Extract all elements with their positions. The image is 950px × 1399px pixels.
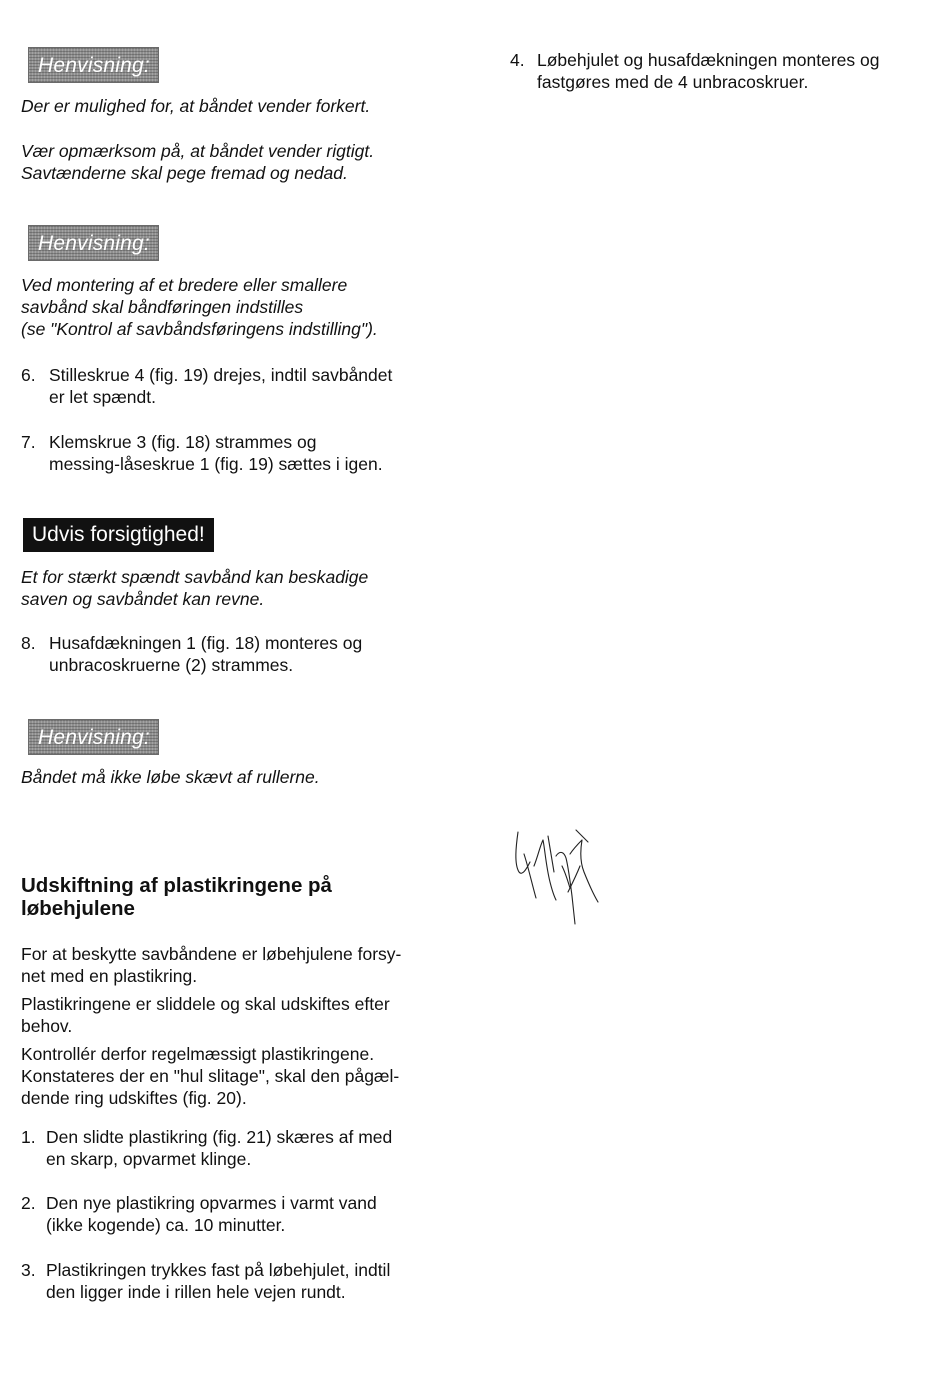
text-line: fastgøres med de 4 unbracoskruer. <box>537 72 809 92</box>
step-number: 1. <box>21 1127 36 1147</box>
warning-badge-label: Udvis forsigtighed! <box>32 523 205 546</box>
note-badge-label: Henvisning: <box>38 54 150 77</box>
text-line: Stilleskrue 4 (fig. 19) drejes, indtil savbåndet <box>49 365 393 385</box>
text-line: Løbehjulet og husafdækningen monteres og <box>537 50 880 70</box>
text-line: net med en plastikring. <box>21 966 198 986</box>
note-text-1b <box>21 140 461 184</box>
step-number: 3. <box>21 1260 36 1280</box>
text-line: Husafdækningen 1 (fig. 18) monteres og <box>49 633 363 653</box>
heading-line: løbehjulene <box>21 897 135 920</box>
text-line: Plastikringene er sliddele og skal udskiftes efter <box>21 994 390 1014</box>
text-line: Der er mulighed for, at båndet vender forkert. <box>21 96 371 116</box>
text-line: er let spændt. <box>49 387 156 407</box>
note-text-3 <box>21 766 461 788</box>
section-heading <box>21 874 332 920</box>
text-line: dende ring udskiftes (fig. 20). <box>21 1088 247 1108</box>
text-line: Et for stærkt spændt savbånd kan beskadige <box>21 567 369 587</box>
step-number: 7. <box>21 432 36 452</box>
text-line: den ligger inde i rillen hele vejen rundt. <box>46 1282 346 1302</box>
section-para-1 <box>21 943 481 987</box>
text-line: Savtænderne skal pege fremad og nedad. <box>21 163 348 183</box>
handwritten-signature <box>510 826 605 926</box>
text-line: unbracoskruerne (2) strammes. <box>49 655 294 675</box>
text-line: Plastikringen trykkes fast på løbehjulet, indtil <box>46 1260 391 1280</box>
text-line: Ved montering af et bredere eller smallere <box>21 275 348 295</box>
text-line: Den slidte plastikring (fig. 21) skæres af med <box>46 1127 393 1147</box>
text-line: (ikke kogende) ca. 10 minutter. <box>46 1215 286 1235</box>
section-para-3 <box>21 1043 481 1109</box>
text-line: Klemskrue 3 (fig. 18) strammes og <box>49 432 317 452</box>
text-line: messing-låseskrue 1 (fig. 19) sættes i igen. <box>49 454 383 474</box>
step-number: 6. <box>21 365 36 385</box>
note-badge-2 <box>28 225 159 261</box>
note-badge-1 <box>28 47 159 83</box>
step-number: 4. <box>510 50 525 70</box>
text-line: saven og savbåndet kan revne. <box>21 589 265 609</box>
text-line: savbånd skal båndføringen indstilles <box>21 297 304 317</box>
warning-badge <box>23 518 214 552</box>
section-para-2 <box>21 993 481 1037</box>
note-badge-3 <box>28 719 159 755</box>
note-badge-label: Henvisning: <box>38 726 150 749</box>
step-number: 8. <box>21 633 36 653</box>
note-text-2 <box>21 274 481 340</box>
note-badge-label: Henvisning: <box>38 232 150 255</box>
text-line: (se "Kontrol af savbåndsføringens indstilling"). <box>21 319 378 339</box>
text-line: Båndet må ikke løbe skævt af rullerne. <box>21 767 320 787</box>
heading-line: Udskiftning af plastikringene på <box>21 874 332 897</box>
text-line: behov. <box>21 1016 73 1036</box>
step-number: 2. <box>21 1193 36 1213</box>
text-line: Konstateres der en "hul slitage", skal den pågæl- <box>21 1066 400 1086</box>
text-line: Den nye plastikring opvarmes i varmt vand <box>46 1193 377 1213</box>
text-line: en skarp, opvarmet klinge. <box>46 1149 252 1169</box>
warning-text <box>21 566 461 610</box>
text-line: Vær opmærksom på, at båndet vender rigtigt. <box>21 141 375 161</box>
text-line: For at beskytte savbåndene er løbehjulene forsy- <box>21 944 402 964</box>
note-text-1 <box>21 95 461 117</box>
text-line: Kontrollér derfor regelmæssigt plastikringene. <box>21 1044 375 1064</box>
